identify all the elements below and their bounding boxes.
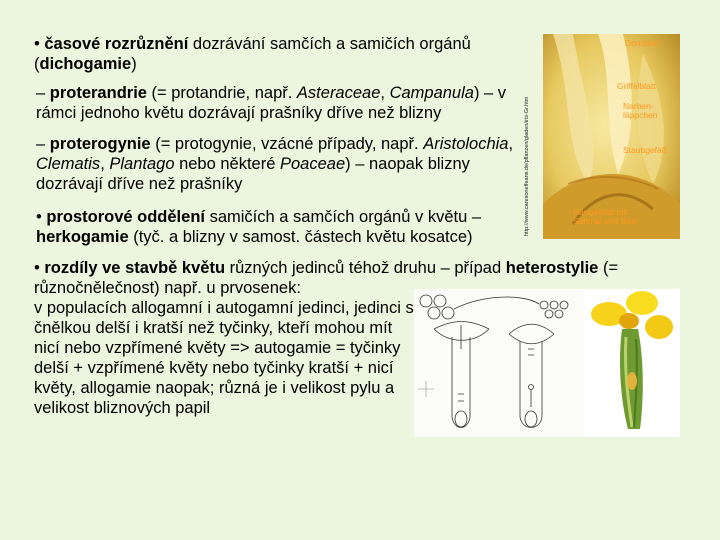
label-hangeblatt: Hängeblatt mit Saftmal und Bart xyxy=(573,207,637,226)
label-domblatt: Domblatt xyxy=(625,38,660,48)
heterostyly-description: v populacích allogamní i autogamní jedinci, jedinci s čnělkou delší i kratší než tyčinky, kteří mohou mít nicí nebo vzpřímené květy => autogamie = tyčinky delší + vzpřímené květy nebo tyčinky kratší + nicí květy, allogamie naopak; různá je i velikost pylu a velikost bliznových papil xyxy=(34,299,414,417)
heterostyly-line-drawing xyxy=(414,289,584,437)
bullet-spatial-separation: • prostorové oddělení samičích a samčích orgánů v květu – herkogamie (tyč. a blizny v samost. částech květu kosatce) xyxy=(36,208,482,246)
label-griffelblatt: Griffelblatt xyxy=(617,81,656,91)
iris-flower-photo xyxy=(543,34,680,239)
label-staubgefass: Staubgefäß xyxy=(623,145,667,155)
item-proterogynie: – proterogynie (= protogynie, vzácné případy, např. Aristolochia, Clematis, Plantago nebo některé Poaceae) – naopak blizny dozrávají dříve než prašníky xyxy=(36,135,514,193)
photo-credit: http://www.caresoneffeans.de/pflanzen/gladen/iris-Gr.htm xyxy=(524,96,530,236)
bullet-temporal-separation: • časové rozrůznění dozrávání samčích a samičích orgánů (dichogamie) xyxy=(34,35,471,73)
label-narbenlappchen: Narben- läppchen xyxy=(623,101,658,120)
item-proterandrie: – proterandrie (= protandrie, např. Asteraceae, Campanula) – v rámci jednoho květu dozrávají prašníky dříve než blizny xyxy=(36,84,507,122)
bullet-heterostyly: • rozdíly ve stavbě květu různých jedinců téhož druhu – případ heterostylie (= různočnělečnost) např. u prvosenek: xyxy=(34,259,619,297)
primrose-flower-photo xyxy=(584,289,680,437)
